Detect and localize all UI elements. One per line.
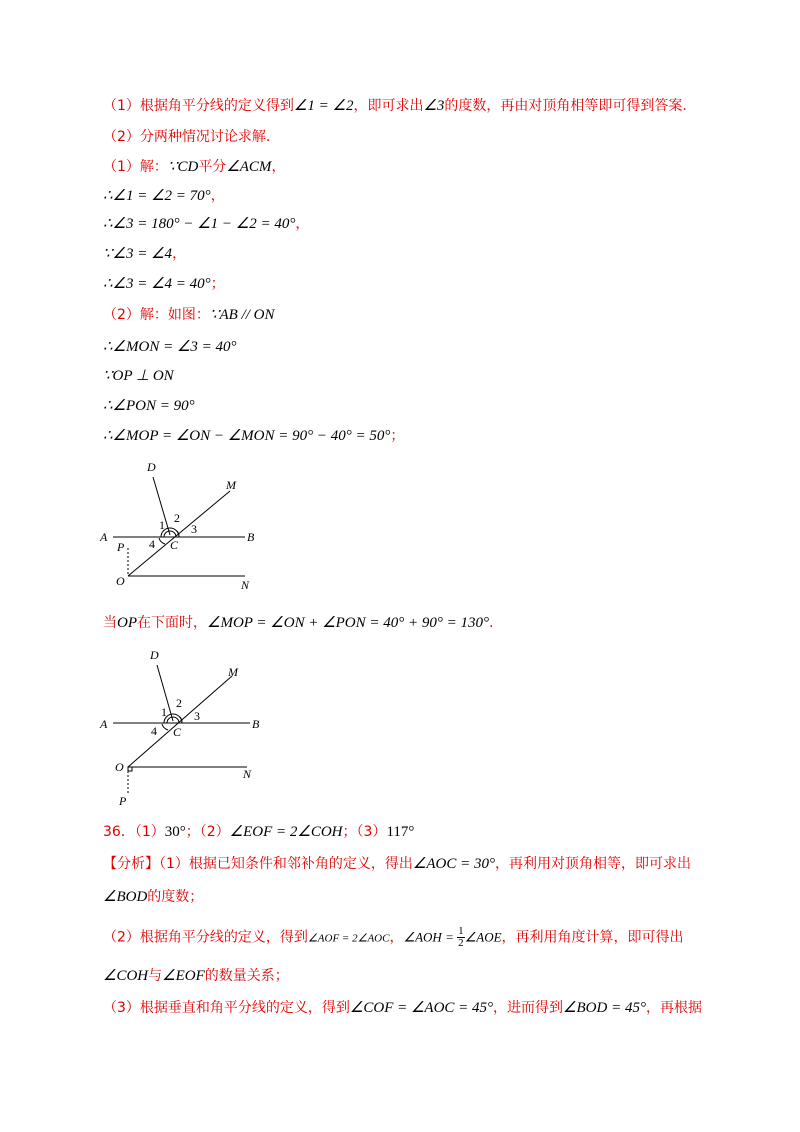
text: ； <box>210 276 225 292</box>
solution-line-9 <box>103 396 195 416</box>
analysis-tag: 【分析】 <box>103 856 159 872</box>
text: ， <box>271 159 286 175</box>
math: ∴∠MON = ∠3 = 40° <box>103 339 237 355</box>
text: 的度数，再由对顶角相等即可得到答案. <box>444 98 687 114</box>
answer-36 <box>103 822 414 842</box>
text: 36．（1） <box>103 824 165 840</box>
text: （2）分两种情况讨论求解. <box>103 129 271 145</box>
text: ； <box>390 428 405 444</box>
text: （3）根据垂直和角平分线的定义，得到 <box>103 1000 350 1016</box>
math: OP <box>117 615 137 631</box>
analysis-36-line-4 <box>103 966 289 986</box>
angle-label-4: 4 <box>151 724 157 738</box>
label-d: D <box>147 460 156 474</box>
label-o: O <box>116 574 125 588</box>
text: ，进而得到 <box>493 1000 564 1016</box>
solution-line-6 <box>103 305 274 325</box>
text: （2）根据角平分线的定义，得到 <box>103 929 308 946</box>
math: ∴∠MOP = ∠ON − ∠MON = 90° − 40° = 50° <box>103 428 391 444</box>
math: ∵AB // ON <box>209 307 275 323</box>
text: 当 <box>103 615 117 631</box>
label-a: A <box>100 530 108 544</box>
label-c: C <box>170 538 179 552</box>
text: 在下面时， <box>137 615 207 631</box>
math: ∵OP ⊥ ON <box>103 368 174 384</box>
label-m: M <box>228 665 238 679</box>
solution-line-1 <box>103 157 285 177</box>
solution-line-8 <box>103 366 174 386</box>
angle-label-1: 1 <box>159 518 165 532</box>
math: ∠MOP = ∠ON + ∠PON = 40° + 90° = 130° <box>207 615 490 631</box>
label-b: B <box>252 717 260 731</box>
math: ∠BOD <box>103 889 148 905</box>
text: 的度数； <box>147 889 204 905</box>
angle-label-2: 2 <box>176 696 182 710</box>
analysis-36-line-2 <box>103 887 203 907</box>
math: ∠EOF = 2∠COH <box>229 824 343 840</box>
text: ， <box>295 216 310 232</box>
math: ∠AOE <box>464 929 502 945</box>
fraction-numerator: 1 <box>458 925 464 937</box>
label-d: D <box>150 648 159 662</box>
text: ，再利用角度计算，即可得出 <box>501 929 684 946</box>
math: ∴∠1 = ∠2 = 70° <box>103 188 211 204</box>
math: 30° <box>164 824 186 840</box>
math: ∵CD <box>167 159 199 175</box>
angle-label-3: 3 <box>194 709 200 723</box>
text: . <box>489 615 494 631</box>
math: ∠AOC = 30° <box>412 856 495 872</box>
analysis-36-line-5 <box>103 998 702 1018</box>
math: ∵∠3 = ∠4 <box>103 246 173 262</box>
label-n: N <box>241 578 250 592</box>
math: ∠BOD = 45° <box>563 1000 646 1016</box>
math: ∠COH <box>103 968 149 984</box>
math: 117° <box>386 824 415 840</box>
math: ∴∠PON = 90° <box>103 398 195 414</box>
angle-label-2: 2 <box>174 511 180 525</box>
text: 与 <box>148 968 163 984</box>
text: ，即可求出 <box>353 98 424 114</box>
text: ， <box>172 246 187 262</box>
text: ，再根据 <box>645 1000 702 1016</box>
label-p: P <box>117 540 125 554</box>
math: ∠3 <box>423 98 445 114</box>
text: （1）根据角平分线的定义得到 <box>103 98 294 114</box>
angle-label-3: 3 <box>191 522 197 536</box>
text: ， <box>389 929 404 946</box>
solution-line-5 <box>103 274 225 294</box>
text: （1）解： <box>103 159 168 175</box>
label-a: A <box>100 717 108 731</box>
label-n: N <box>243 767 252 781</box>
math: ∠AOH = <box>403 929 458 945</box>
analysis-line-2 <box>103 127 270 147</box>
text: （1）根据已知条件和邻补角的定义，得出 <box>159 856 413 872</box>
math: ∠ACM <box>226 159 272 175</box>
angle-label-1: 1 <box>161 705 167 719</box>
math: ∠COF = ∠AOC = 45° <box>349 1000 494 1016</box>
fraction-denominator: 2 <box>458 937 464 949</box>
label-c: C <box>173 725 182 739</box>
solution-line-3 <box>103 214 309 234</box>
math: ∠AOF = 2∠AOC <box>307 932 390 945</box>
math: ∴∠3 = 180° − ∠1 − ∠2 = 40° <box>103 216 296 232</box>
analysis-36-line-3 <box>103 926 684 949</box>
solution-line-10 <box>103 426 404 446</box>
fraction-one-half <box>457 926 465 949</box>
geometry-figure-2 <box>95 643 275 813</box>
text: 的数量关系； <box>204 968 289 984</box>
text: ；（3） <box>342 824 387 840</box>
label-m: M <box>226 478 236 492</box>
text: 平分 <box>198 159 227 175</box>
label-o: O <box>115 760 124 774</box>
text: ， <box>210 188 225 204</box>
angle-label-4: 4 <box>149 537 155 551</box>
solution-line-4 <box>103 244 186 264</box>
solution-line-7 <box>103 337 237 357</box>
text: ，再利用对顶角相等，即可求出 <box>494 856 691 872</box>
math: ∴∠3 = ∠4 = 40° <box>103 276 211 292</box>
math: ∠1 = ∠2 <box>293 98 354 114</box>
geometry-figure-1 <box>95 455 275 595</box>
analysis-36-line-1 <box>103 854 691 874</box>
solution-line-2 <box>103 186 225 206</box>
text: ；（2） <box>185 824 230 840</box>
label-b: B <box>247 530 255 544</box>
math: ∠EOF <box>162 968 205 984</box>
solution-line-11 <box>103 613 493 633</box>
text: （2）解：如图： <box>103 307 210 323</box>
label-p: P <box>119 794 127 808</box>
analysis-line-1 <box>103 96 687 116</box>
